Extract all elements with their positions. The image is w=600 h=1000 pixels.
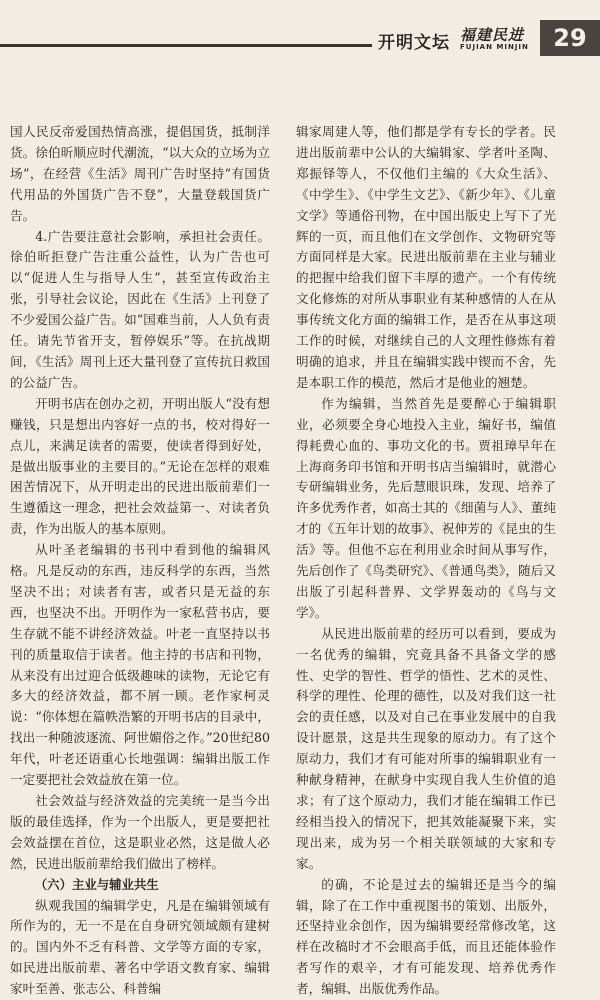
paragraph: 作为编辑，当然首先是要醉心于编辑职业，必须要全身心地投入主业，编好书，编值得耗费心血的、事功文化的书。贾祖璋早年在上海商务印书馆和开明书店当编辑时，就潜心专研编辑业务，先后慧眼识珠，发现、培养了许多优秀作者，如高士其的《细菌与人》、董纯才的《五年计划的故事》、祝伸芳的《昆虫的生活》等。但他不忘在利用业余时间从事写作，先后创作了《鸟类研究》、《普通鸟类》，随后又出版了引起科普界、文学界轰动的《鸟与文学》。 bbox=[296, 395, 556, 620]
section-subheading: （六）主业与辅业共生 bbox=[34, 876, 159, 892]
left-column bbox=[10, 122, 270, 1000]
paragraph: 社会效益与经济效益的完美统一是当今出版的最佳选择，作为一个出版人，更是要把社会效益摆在首位，这是职业必然，这是做人必然，民进出版前辈给我们做出了榜样。 bbox=[10, 793, 270, 871]
right-column bbox=[296, 122, 556, 1000]
masthead-logo bbox=[460, 24, 530, 58]
page-header bbox=[0, 18, 600, 62]
paragraph: 的确，不论是过去的编辑还是当今的编辑，除了在工作中重视图书的策划、出版外，还坚持业余创作，因为编辑要经常修改笔，这样在改稿时才不会眼高手低，而且还能体验作者写作的艰辛，才有可能发现、培养优秀作者，编辑、出版优秀作品。 bbox=[296, 876, 556, 997]
section-title: 开明文坛 bbox=[378, 33, 450, 53]
paragraph: 4.广告要注意社会影响，承担社会责任。徐伯昕拒登广告注重公益性，认为广告也可以“促进人生与指导人生”，甚至宣传政治主张，引导社会议论，因此在《生活》上刊登了不少爱国公益广告。如“国难当前，人人负有责任。请先节省开支，暂停娱乐”等。在抗战期间，《生活》周刊上还大量刊登了宣传抗日救国的公益广告。 bbox=[10, 228, 270, 390]
page-number: 29 bbox=[540, 20, 600, 56]
paragraph-continuation: 国人民反帝爱国热情高涨，提倡国货，抵制洋货。徐伯昕顺应时代潮流，“以大众的立场为立场”，在经营《生活》周刊广告时坚持“有国货代用品的外国货广告不登”，大量登载国货广告。 bbox=[10, 124, 270, 223]
masthead-english: FUJIAN MINJIN bbox=[460, 43, 529, 51]
header-rule bbox=[0, 44, 372, 47]
paragraph: 从叶圣老编辑的书刊中看到他的编辑风格。凡是反动的东西，违反科学的东西，当然坚决不出；对读者有害，或者只是无益的东西，也坚决不出。开明作为一家私营书店，要生存就不能不讲经济效益。叶老一直坚持以书刊的质量取信于读者。他主持的书店和刊物，从来没有出过迎合低级趣味的读物，无论它有多大的经济效益，都不屑一顾。老作家柯灵说：“你体想在篇帙浩繁的开明书店的目录中，找出一种随波逐流、阿世媚俗之作。”20世纪80年代，叶老还语重心长地强调：编辑出版工作一定要把社会效益放在第一位。 bbox=[10, 542, 270, 788]
paragraph: 纵观我国的编辑学史，凡是在编辑领域有所作为的，无一不是在自身研究领域颇有建树的。国内外不乏有科普、文学等方面的专家，如民进出版前辈、著名中学语文教育家、编辑家叶至善、张志公、科普编 bbox=[10, 897, 270, 997]
masthead-chinese: 福建民进 bbox=[460, 26, 525, 44]
paragraph: 开明书店在创办之初，开明出版人“没有想赚钱，只是想出内容好一点的书，校对得好一点儿，来满足读者的需要，使读者得到好处，是做出版事业的主要目的。”无论在怎样的艰难困苦情况下，从开明走出的民进出版前辈们一生遵循这一理念，把社会效益第一、对读者负责，作为出版人的基本原则。 bbox=[10, 395, 270, 537]
paragraph-continuation: 辑家周建人等，他们都是学有专长的学者。民进出版前辈中公认的大编辑家、学者叶圣陶、郑振铎等人，不仅他们主编的《大众生活》、《中学生》、《中学生文艺》、《新少年》、《儿童文学》等通俗刊物，在中国出版史上写下了光辉的一页，而且他们在文学创作、文物研究等方面同样是大家。民进出版前辈在主业与辅业的把握中给我们留下丰厚的遗产。一个有传统文化修炼的对所从事职业有某种感情的人在从事传统文化方面的编辑工作，是否在从事这项工作的时候，对继续自己的人文理性修炼有着明确的追求，并且在编辑实践中锲而不舍，先是本职工作的模范，然后才是他业的翘楚。 bbox=[296, 124, 556, 390]
paragraph: 从民进出版前辈的经历可以看到，要成为一名优秀的编辑，究竟具备不具备文学的感性、史学的智性、哲学的悟性、艺术的灵性、科学的理性、伦理的德性，以及对我们这一社会的责任感，以及对自己在事业发展中的自我设计愿景，这是共生现象的原动力。有了这个原动力，我们才有可能对所事的编辑职业有一种献身精神，在献身中实现自我人生价值的追求；有了这个原动力，我们才能在编辑工作已经相当投入的情况下，把其效能凝聚下来，实现出来，成为另一个相关联领域的大家和专家。 bbox=[296, 625, 556, 871]
